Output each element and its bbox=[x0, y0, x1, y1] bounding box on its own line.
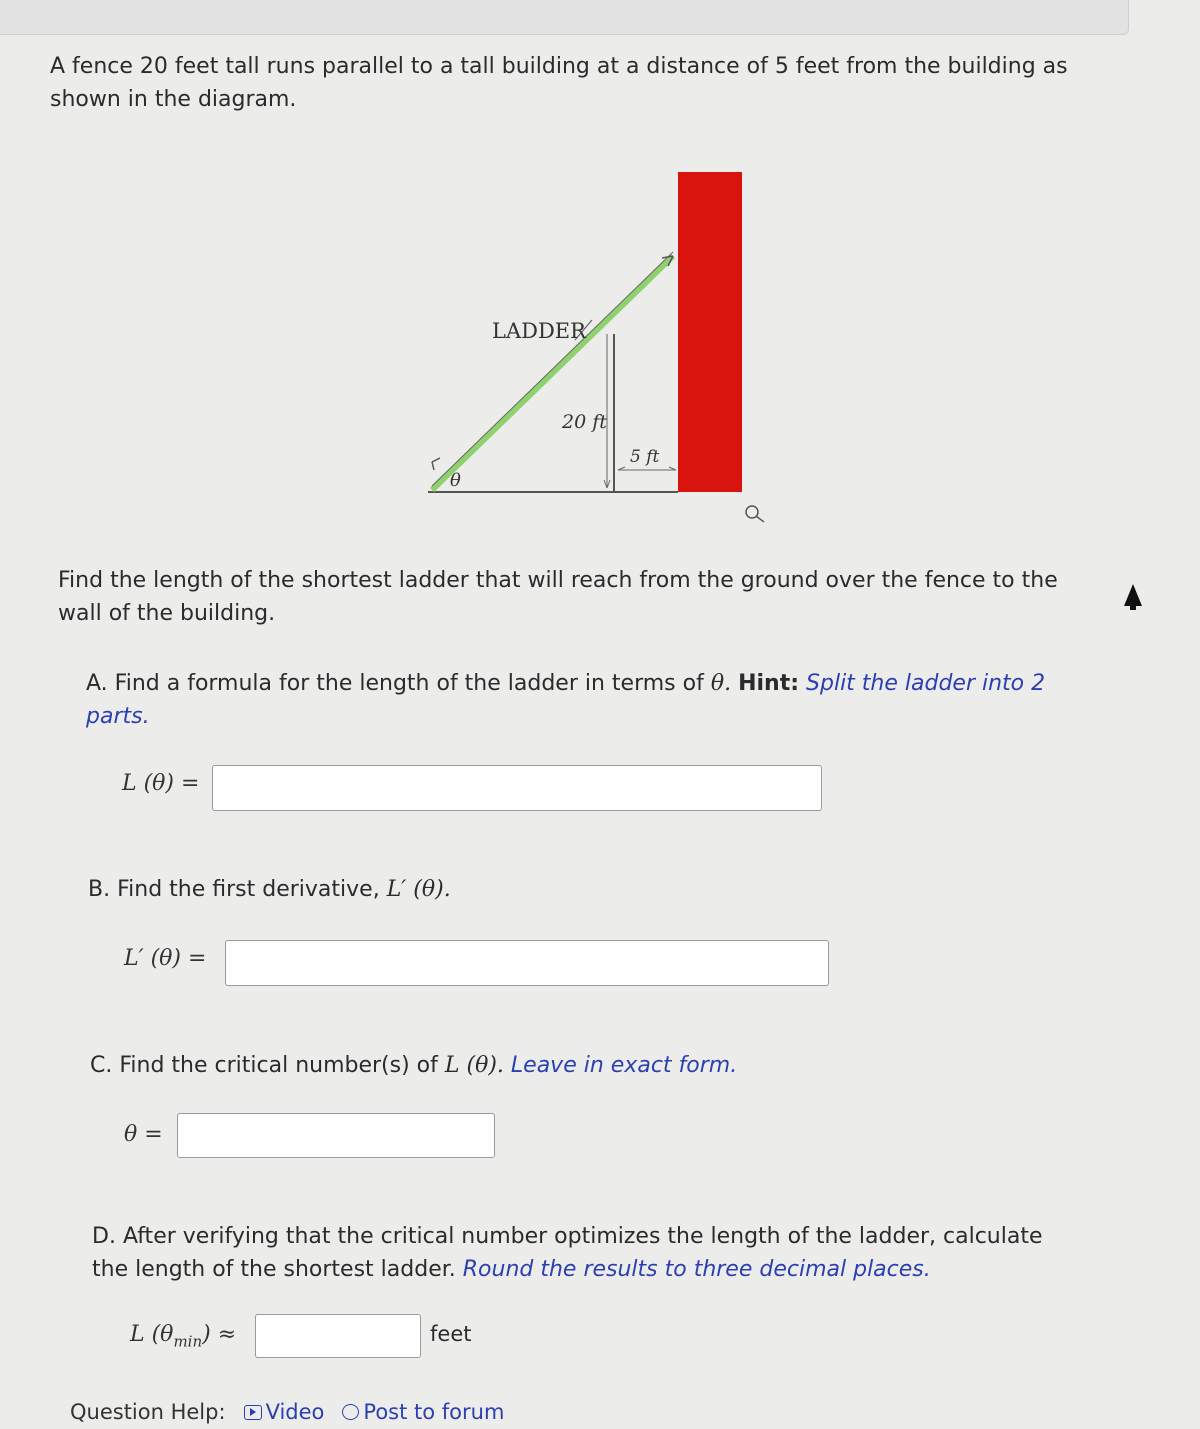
part-c-text: Find the critical number(s) of bbox=[119, 1053, 438, 1078]
part-d-unit: feet bbox=[430, 1322, 472, 1346]
video-link[interactable]: Video bbox=[265, 1400, 325, 1424]
building bbox=[678, 172, 742, 492]
part-b-eq-label: L′ (θ) = bbox=[124, 946, 207, 971]
part-d-eq-label: L $(\theta_{min})$ ≈ bbox=[130, 1322, 237, 1351]
ladder-diagram bbox=[0, 0, 1200, 560]
distance-label: 5 ft bbox=[630, 447, 660, 467]
mouse-cursor bbox=[1124, 584, 1142, 606]
part-a-eq-label: L (θ) = bbox=[122, 771, 200, 796]
part-b-answer-input[interactable] bbox=[225, 940, 829, 986]
angle-label: θ bbox=[450, 470, 461, 491]
part-d-text: After verifying that the critical number optimizes the length of the ladder, calculate the length of the shortest ladder. bbox=[92, 1224, 1043, 1282]
ladder-arrow-4 bbox=[432, 462, 434, 470]
question-help bbox=[70, 1400, 504, 1424]
part-a-text: Find a formula for the length of the ladder in terms of bbox=[114, 671, 704, 696]
part-c-symbol: L (θ). bbox=[444, 1053, 504, 1078]
part-a-hint: Split the ladder into 2 parts. bbox=[86, 671, 1046, 729]
part-b-prompt bbox=[88, 873, 988, 906]
part-a-symbol: θ. bbox=[710, 671, 732, 696]
fence-label: 20 ft bbox=[562, 411, 607, 433]
part-a-answer-input[interactable] bbox=[212, 765, 822, 811]
part-c-letter: C. bbox=[90, 1053, 113, 1078]
part-d-hint: Round the results to three decimal places. bbox=[462, 1257, 931, 1282]
video-icon bbox=[244, 1405, 262, 1420]
problem-intro: A fence 20 feet tall runs parallel to a tall building at a distance of 5 feet from the building as shown in the diagram. bbox=[50, 54, 1068, 112]
problem-task: Find the length of the shortest ladder that will reach from the ground over the fence to the wall of the building. bbox=[58, 568, 1058, 626]
part-c-answer-input[interactable] bbox=[177, 1113, 495, 1158]
forum-icon bbox=[342, 1404, 359, 1420]
part-a-prompt bbox=[86, 667, 1066, 733]
part-c-eq-label: θ = bbox=[124, 1122, 163, 1147]
help-label: Question Help: bbox=[70, 1400, 226, 1424]
zoom-icon[interactable] bbox=[746, 506, 764, 522]
part-a-letter: A. bbox=[86, 671, 108, 696]
part-c-hint: Leave in exact form. bbox=[510, 1053, 738, 1078]
part-b-symbol: L′ (θ). bbox=[386, 877, 451, 902]
ladder-label: LADDER bbox=[492, 319, 586, 343]
part-d-answer-input[interactable] bbox=[255, 1314, 421, 1358]
part-d-letter: D. bbox=[92, 1224, 116, 1249]
part-c-prompt bbox=[90, 1049, 990, 1082]
part-b-letter: B. bbox=[88, 877, 111, 902]
ladder-arrow-3 bbox=[432, 458, 440, 462]
part-a-hint-label: Hint: bbox=[738, 671, 800, 696]
part-d-prompt bbox=[92, 1220, 1072, 1286]
part-d-eq-sub: min bbox=[173, 1332, 203, 1351]
post-to-forum-link[interactable]: Post to forum bbox=[363, 1400, 505, 1424]
part-b-text: Find the first derivative, bbox=[117, 877, 380, 902]
